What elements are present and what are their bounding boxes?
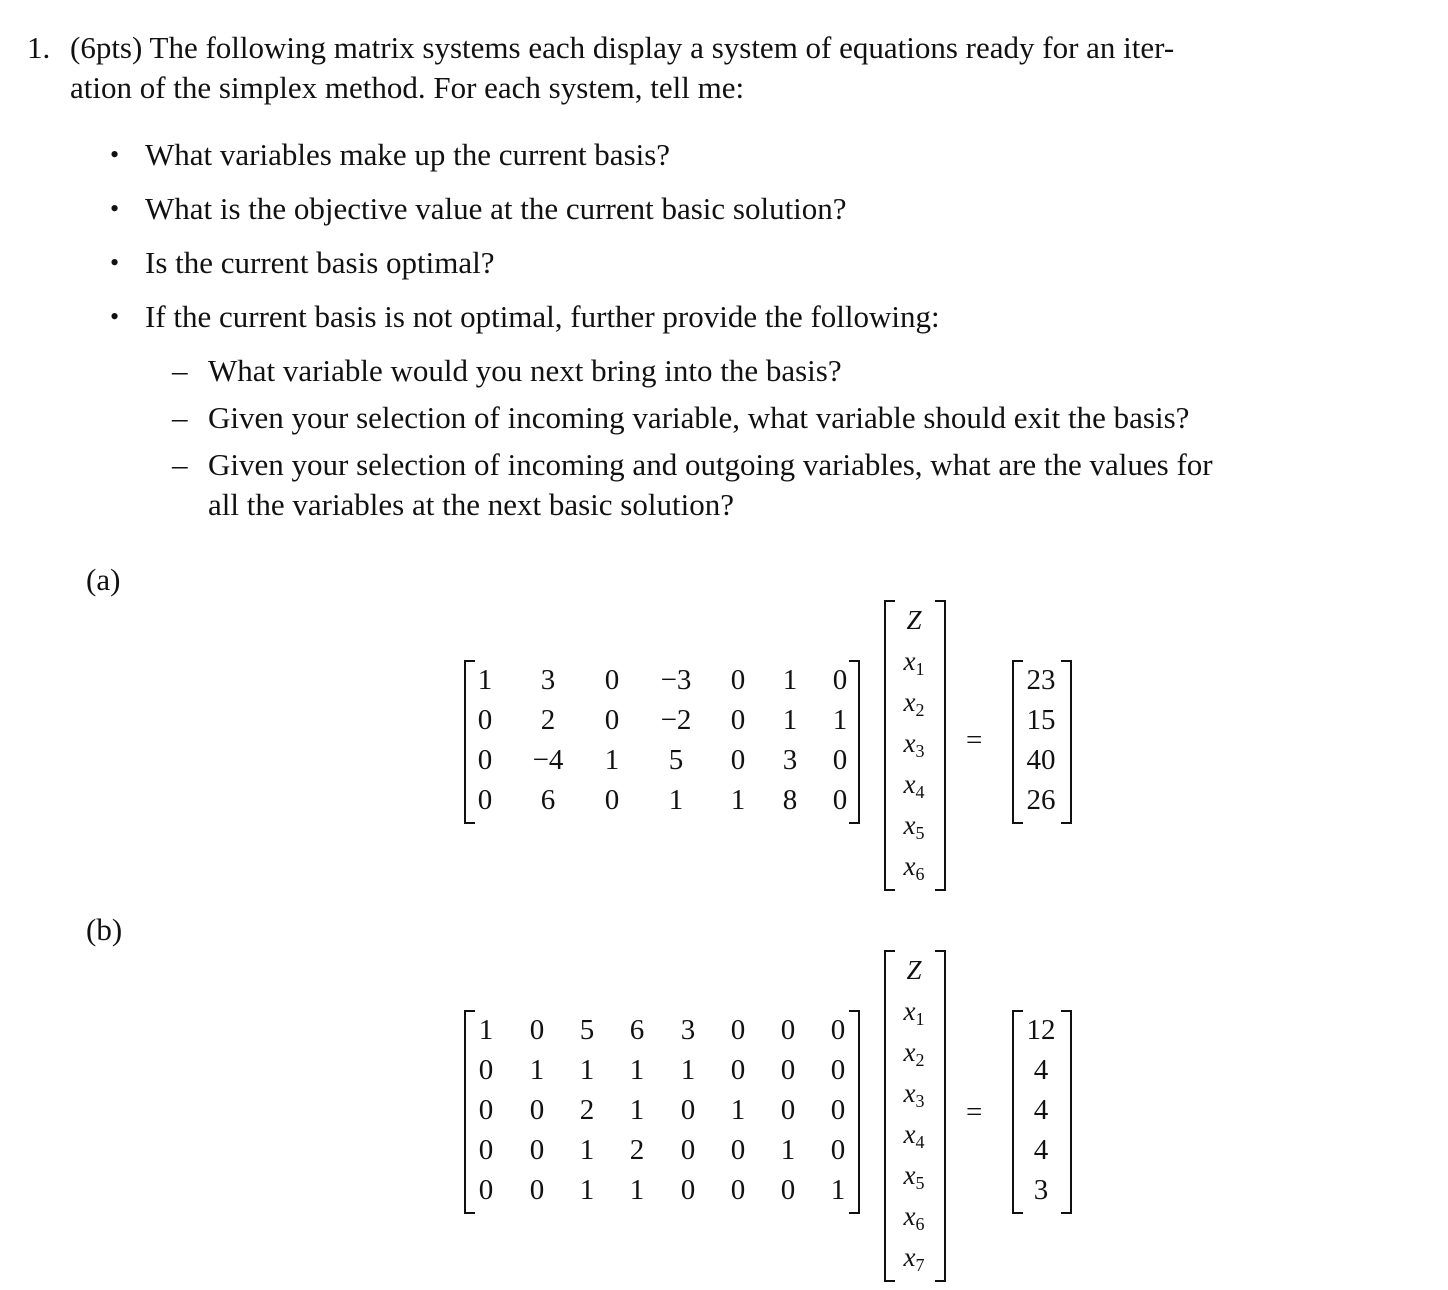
part_b-variable-subscript: 1 bbox=[915, 1009, 925, 1029]
part_b-variable-subscript: 6 bbox=[915, 1214, 925, 1234]
part_a-matrix-cell: 3 bbox=[782, 744, 798, 776]
part_b-variable bbox=[884, 1032, 944, 1072]
part_a-matrix-cell: 2 bbox=[540, 704, 556, 736]
part_b-variable-name: x bbox=[903, 1078, 916, 1108]
part_b-matrix-cell: 1 bbox=[830, 1174, 846, 1206]
part_a-variable-name: x bbox=[903, 769, 916, 799]
part_a-matrix-cell: 3 bbox=[540, 664, 556, 696]
part_b-matrix-cell: 0 bbox=[478, 1134, 494, 1166]
question-objective-value: What is the objective value at the current basic solution? bbox=[145, 191, 847, 226]
question-optimal: Is the current basis optimal? bbox=[145, 245, 495, 280]
part-b-label: (b) bbox=[86, 912, 123, 947]
dash-glyph: – bbox=[172, 353, 188, 388]
part_b-matrix-cell: 0 bbox=[780, 1094, 796, 1126]
part_b-matrix-cell: 0 bbox=[730, 1054, 746, 1086]
part_a-variable-name: Z bbox=[906, 605, 922, 635]
part_a-matrix-cell: 0 bbox=[730, 744, 746, 776]
part_b-matrix-cell: 1 bbox=[629, 1094, 645, 1126]
part_b-matrix-cell: 0 bbox=[730, 1134, 746, 1166]
part_a-variable bbox=[884, 600, 944, 640]
part_a-matrix-cell: −4 bbox=[532, 744, 564, 776]
part_a-matrix-cell: 0 bbox=[832, 784, 848, 816]
part_b-variable-subscript: 5 bbox=[915, 1173, 925, 1193]
part_a-variable bbox=[884, 764, 944, 804]
part_b-matrix-cell: 0 bbox=[478, 1094, 494, 1126]
dash-glyph: – bbox=[172, 400, 188, 435]
part_a-variable-subscript: 6 bbox=[915, 864, 925, 884]
dash-glyph: – bbox=[172, 447, 188, 482]
part_a-variable-name: x bbox=[903, 687, 916, 717]
part_b-matrix-cell: 0 bbox=[478, 1054, 494, 1086]
part_b-variable bbox=[884, 1073, 944, 1113]
part_b-matrix-cell: 1 bbox=[680, 1054, 696, 1086]
part_b-variable bbox=[884, 1196, 944, 1236]
part_b-matrix-cell: 3 bbox=[680, 1014, 696, 1046]
part_b-matrix-cell: 1 bbox=[579, 1134, 595, 1166]
part_b-variable bbox=[884, 1237, 944, 1277]
part_b-rhs-value: 12 bbox=[1026, 1014, 1056, 1046]
part_b-matrix-cell: 1 bbox=[730, 1094, 746, 1126]
part_a-variable-name: x bbox=[903, 728, 916, 758]
part_b-matrix-cell: 0 bbox=[478, 1174, 494, 1206]
part_b-variable bbox=[884, 950, 944, 990]
part_b-variable-name: x bbox=[903, 996, 916, 1026]
subquestion-next-values-cont: all the variables at the next basic solution? bbox=[208, 487, 734, 522]
part_b-matrix-cell: 1 bbox=[629, 1054, 645, 1086]
part_a-variable-name: x bbox=[903, 810, 916, 840]
part_b-variable-subscript: 4 bbox=[915, 1132, 925, 1152]
part_b-matrix-cell: 2 bbox=[579, 1094, 595, 1126]
bullet-glyph: • bbox=[110, 194, 120, 223]
part_b-matrix-cell: 0 bbox=[730, 1014, 746, 1046]
part_a-matrix-cell: 8 bbox=[782, 784, 798, 816]
subquestion-next-values: Given your selection of incoming and outgoing variables, what are the values for bbox=[208, 447, 1213, 482]
part_a-matrix-cell: 0 bbox=[730, 664, 746, 696]
part_a-variable-name: x bbox=[903, 646, 916, 676]
part_a-matrix-cell: 1 bbox=[782, 664, 798, 696]
question-basis: What variables make up the current basis? bbox=[145, 137, 671, 172]
part_b-matrix-cell: 1 bbox=[780, 1134, 796, 1166]
part_a-matrix-cell: 1 bbox=[477, 664, 493, 696]
part_a-matrix-cell: 0 bbox=[477, 784, 493, 816]
problem-intro-line1: (6pts) The following matrix systems each display a system of equations ready for an iter- bbox=[70, 30, 1175, 65]
part_b-variable-name: x bbox=[903, 1201, 916, 1231]
part_a-equals-sign: = bbox=[966, 724, 983, 756]
part_b-matrix-cell: 0 bbox=[830, 1054, 846, 1086]
part_b-matrix-cell: 0 bbox=[830, 1014, 846, 1046]
part_a-matrix-cell: 1 bbox=[604, 744, 620, 776]
part_a-rhs-value: 15 bbox=[1026, 704, 1056, 736]
bullet-glyph: • bbox=[110, 248, 120, 277]
part_a-rhs-value: 23 bbox=[1026, 664, 1056, 696]
part_a-matrix-cell: 5 bbox=[668, 744, 684, 776]
part_a-rhs-value: 40 bbox=[1026, 744, 1056, 776]
bullet-glyph: • bbox=[110, 302, 120, 331]
part_b-matrix-cell: 0 bbox=[529, 1174, 545, 1206]
part_a-matrix-cell: 1 bbox=[730, 784, 746, 816]
part_b-variable-name: Z bbox=[906, 955, 922, 985]
part_a-variable-subscript: 5 bbox=[915, 823, 925, 843]
part_b-variable-subscript: 7 bbox=[915, 1255, 925, 1275]
part_b-variable-name: x bbox=[903, 1242, 916, 1272]
part_a-variable-subscript: 2 bbox=[915, 700, 925, 720]
part_b-rhs-value: 4 bbox=[1033, 1134, 1049, 1166]
part_b-matrix-cell: 1 bbox=[529, 1054, 545, 1086]
part_b-matrix-cell: 1 bbox=[579, 1174, 595, 1206]
subquestion-incoming: What variable would you next bring into the basis? bbox=[208, 353, 842, 388]
part_a-matrix-cell: 6 bbox=[540, 784, 556, 816]
part_a-variable bbox=[884, 805, 944, 845]
part_a-matrix-cell: 0 bbox=[730, 704, 746, 736]
subquestion-outgoing: Given your selection of incoming variable, what variable should exit the basis? bbox=[208, 400, 1190, 435]
part_a-matrix-cell: −3 bbox=[660, 664, 692, 696]
bullet-glyph: • bbox=[110, 140, 120, 169]
part_b-matrix-cell: 0 bbox=[529, 1134, 545, 1166]
part_b-matrix-cell: 0 bbox=[529, 1014, 545, 1046]
problem-number: 1. bbox=[27, 30, 51, 65]
part_b-variable bbox=[884, 1114, 944, 1154]
part_a-variable-subscript: 1 bbox=[915, 659, 925, 679]
part_a-matrix-cell: 0 bbox=[832, 744, 848, 776]
part_b-matrix-cell: 0 bbox=[529, 1094, 545, 1126]
part_a-matrix-cell: 0 bbox=[604, 784, 620, 816]
part_a-variable bbox=[884, 723, 944, 763]
part_a-rhs-value: 26 bbox=[1026, 784, 1056, 816]
part_b-matrix-cell: 0 bbox=[680, 1094, 696, 1126]
part_a-variable-subscript: 3 bbox=[915, 741, 925, 761]
part-a-label: (a) bbox=[86, 562, 121, 597]
part_b-matrix-cell: 0 bbox=[680, 1174, 696, 1206]
part_a-matrix-cell: −2 bbox=[660, 704, 692, 736]
problem-intro-line2: ation of the simplex method. For each system, tell me: bbox=[70, 70, 745, 105]
part_b-matrix-cell: 6 bbox=[629, 1014, 645, 1046]
part_a-matrix-cell: 1 bbox=[782, 704, 798, 736]
part_a-matrix-cell: 1 bbox=[668, 784, 684, 816]
part_a-variable-name: x bbox=[903, 851, 916, 881]
part_b-variable-name: x bbox=[903, 1037, 916, 1067]
part_b-variable-name: x bbox=[903, 1160, 916, 1190]
part_b-rhs-value: 4 bbox=[1033, 1054, 1049, 1086]
part_b-matrix-cell: 0 bbox=[780, 1014, 796, 1046]
part_b-matrix-cell: 0 bbox=[780, 1174, 796, 1206]
part_a-matrix-cell: 0 bbox=[604, 704, 620, 736]
part_b-matrix-cell: 5 bbox=[579, 1014, 595, 1046]
part_b-variable-subscript: 3 bbox=[915, 1091, 925, 1111]
part_b-matrix-cell: 0 bbox=[830, 1094, 846, 1126]
part_b-matrix-cell: 0 bbox=[730, 1174, 746, 1206]
question-not-optimal: If the current basis is not optimal, further provide the following: bbox=[145, 299, 940, 334]
part_b-variable-name: x bbox=[903, 1119, 916, 1149]
part_b-variable bbox=[884, 991, 944, 1031]
part_a-variable bbox=[884, 846, 944, 886]
part_b-matrix-cell: 0 bbox=[780, 1054, 796, 1086]
part_a-matrix-cell: 1 bbox=[832, 704, 848, 736]
part_b-matrix-cell: 2 bbox=[629, 1134, 645, 1166]
part_a-matrix-cell: 0 bbox=[832, 664, 848, 696]
part_a-variable bbox=[884, 641, 944, 681]
part_a-matrix-cell: 0 bbox=[477, 704, 493, 736]
part_b-matrix-cell: 1 bbox=[478, 1014, 494, 1046]
part_b-matrix-cell: 1 bbox=[579, 1054, 595, 1086]
part_a-variable bbox=[884, 682, 944, 722]
part_b-rhs-value: 3 bbox=[1033, 1174, 1049, 1206]
part_b-variable-subscript: 2 bbox=[915, 1050, 925, 1070]
part_b-matrix-cell: 0 bbox=[680, 1134, 696, 1166]
part_b-matrix-cell: 1 bbox=[629, 1174, 645, 1206]
part_a-matrix-cell: 0 bbox=[477, 744, 493, 776]
part_a-variable-subscript: 4 bbox=[915, 782, 925, 802]
part_b-rhs-value: 4 bbox=[1033, 1094, 1049, 1126]
part_b-equals-sign: = bbox=[966, 1096, 983, 1128]
part_a-matrix-cell: 0 bbox=[604, 664, 620, 696]
part_b-variable bbox=[884, 1155, 944, 1195]
part_b-matrix-cell: 0 bbox=[830, 1134, 846, 1166]
